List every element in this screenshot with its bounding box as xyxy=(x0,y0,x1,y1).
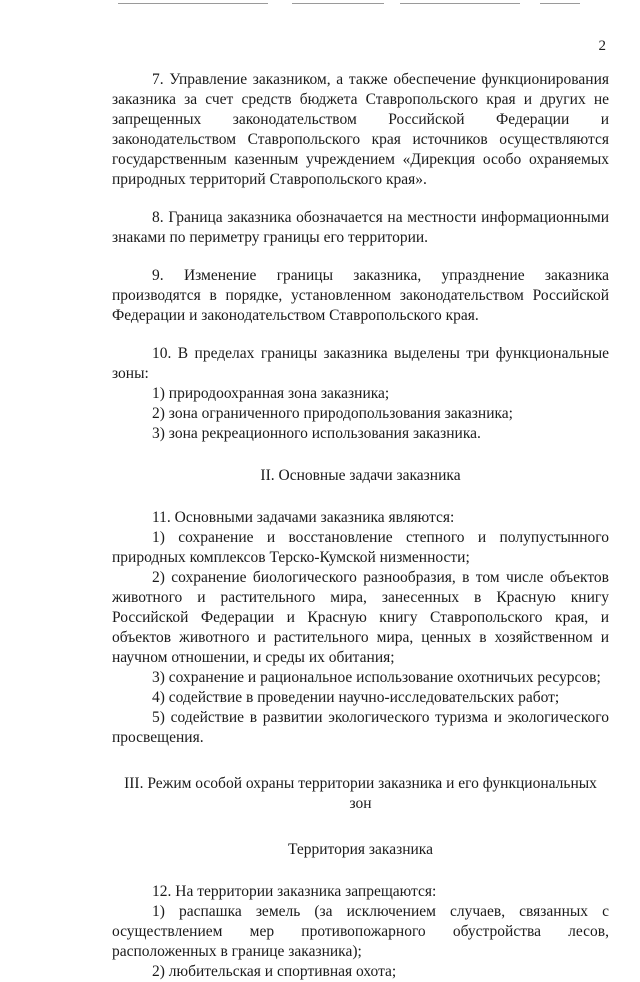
paragraph-12: 12. На территории заказника запрещаются: xyxy=(152,883,437,900)
document-body xyxy=(112,70,609,982)
list-item: 2) любительская и спортивная охота; xyxy=(152,963,397,980)
paragraph-7: 7. Управление заказником, а также обеспечение функционирования заказника за счет средств бюджета Ставропольского края и других не запрещенных законодательством Российской Федерации и законодательством Ставропольского края источников осуществляются государственным казенным учреждением «Дирекция особо охраняемых природных территорий Ставропольского края». xyxy=(112,71,609,188)
paragraph-11: 11. Основными задачами заказника являются: xyxy=(152,509,455,526)
scan-edge-line xyxy=(540,3,580,4)
list-item: 2) сохранение биологического разнообразия, в том числе объектов животного и растительного мира, занесенных в Красную книгу Российской Федерации и Красную книгу Ставропольского края, и объектов животного и растительного мира, ценных в хозяйственном и научном отношении, и среды их обитания; xyxy=(112,569,609,666)
list-item: 4) содействие в проведении научно-исследовательских работ; xyxy=(152,689,560,706)
scan-edge-line xyxy=(400,3,520,4)
scan-edge-line xyxy=(292,3,384,4)
paragraph-8: 8. Граница заказника обозначается на местности информационными знаками по периметру границы его территории. xyxy=(112,209,609,246)
list-item: 5) содействие в развитии экологического туризма и экологического просвещения. xyxy=(112,709,609,746)
page-number: 2 xyxy=(598,38,606,54)
list-item: 1) природоохранная зона заказника; xyxy=(152,385,390,402)
section-heading: III. Режим особой охраны территории заказника и его функциональных зон xyxy=(124,775,597,812)
list-item: 2) зона ограниченного природопользования заказника; xyxy=(152,405,513,422)
paragraph-9: 9. Изменение границы заказника, упразднение заказника производятся в порядке, установленном законодательством Российской Федерации и законодательством Ставропольского края. xyxy=(112,267,609,324)
list-item: 3) зона рекреационного использования заказника. xyxy=(152,425,481,442)
list-item: 1) сохранение и восстановление степного и полупустынного природных комплексов Терско-Кумской низменности; xyxy=(112,529,609,566)
list-item: 1) распашка земель (за исключением случаев, связанных с осуществлением мер противопожарного обустройства лесов, расположенных в границе заказника); xyxy=(112,903,609,960)
section-heading: II. Основные задачи заказника xyxy=(260,467,461,484)
paragraph-10: 10. В пределах границы заказника выделены три функциональные зоны: xyxy=(112,345,609,382)
list-item: 3) сохранение и рациональное использование охотничьих ресурсов; xyxy=(152,669,601,686)
subsection-heading: Территория заказника xyxy=(288,841,433,858)
scan-edge-line xyxy=(118,3,268,4)
